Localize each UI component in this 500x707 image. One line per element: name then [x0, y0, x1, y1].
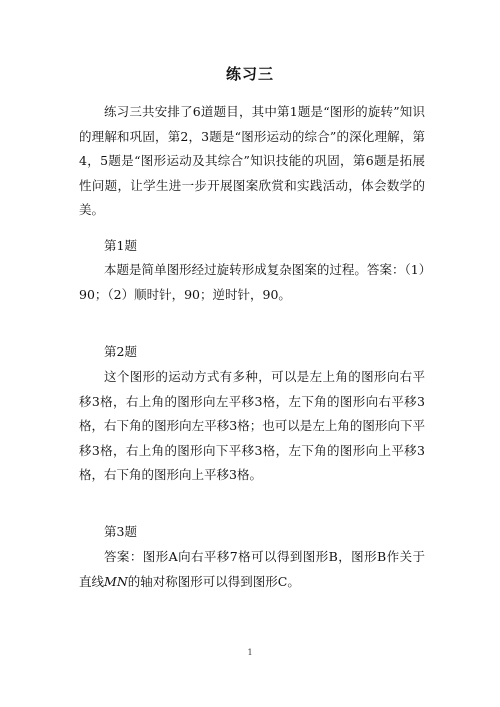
section-heading-1: 第1题	[104, 238, 137, 253]
section-body-3-part2: 的轴对称图形可以得到图形C。	[127, 573, 300, 589]
section-body-1: 本题是简单图形经过旋转形成复杂图案的过程。答案：（1）90；（2）顺时针，90；逆时针，90。	[79, 262, 425, 302]
section-heading-2: 第2题	[104, 344, 137, 359]
section-body-3	[79, 545, 425, 594]
intro-paragraph: 练习三共安排了6道题目，其中第1题是“图形的旋转”知识的理解和巩固，第2，3题是“图形运动的综合”的深化理解，第4，5题是“图形运动及其综合”知识技能的巩固，第6题是拓展性问题，让学生进一步开展图案欣赏和实践活动，体会数学的美。	[79, 104, 425, 217]
section-heading-3: 第3题	[104, 524, 137, 539]
line-label-mn: MN	[104, 573, 128, 589]
section-body-3-part1: 答案：图形A向右平移7格可以得到图形B，图形B作关于直线	[79, 549, 425, 589]
page-title: 练习三	[225, 65, 274, 83]
page-number: 1	[247, 648, 253, 657]
section-body-2: 这个图形的运动方式有多种，可以是左上角的图形向右平移3格，右上角的图形向左平移3格，左下角的图形向右平移3格，右下角的图形向左平移3格；也可以是左上角的图形向下平移3格，右上角的图形向下平移3格，左下角的图形向上平移3格，右下角的图形向上平移3格。	[79, 369, 425, 482]
